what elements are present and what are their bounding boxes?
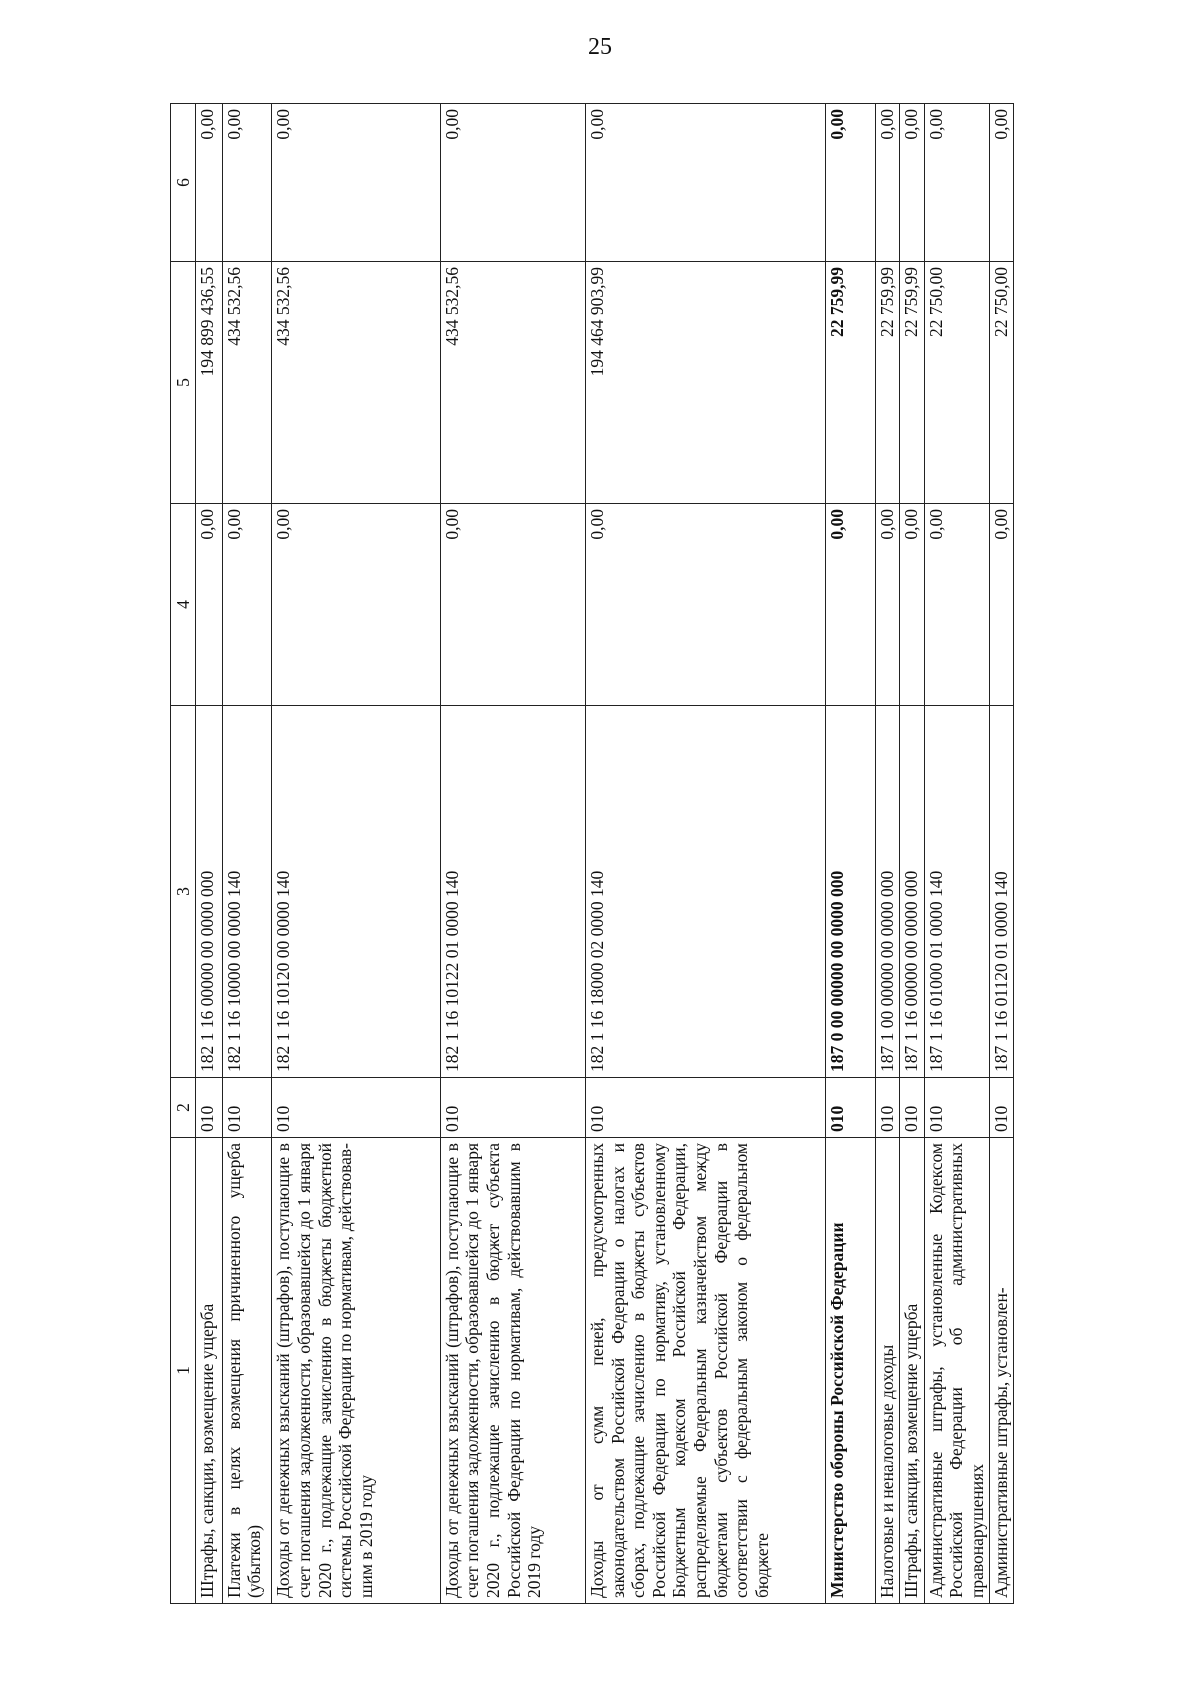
row-col6-value-cell: 0,00 [826,104,876,262]
row-col5-value-cell: 22 750,00 [989,262,1013,504]
row-budget-code-cell: 182 1 16 00000 00 0000 000 [196,706,222,1078]
row-name-cell: Доходы от сумм пеней, предусмотренных законодательством Российской Федерации о налогах и сборах, подлежащие зачислению в бюджеты субъектов Российской Федерации по нормативу, установленному Бюджетным кодексом Российской Федерации, распределяемые Федеральным казначейством между бюджетами субъектов Российской Федерации в соответствии с федеральным законом о федеральном бюджете [585,1138,825,1604]
row-col4-value-cell: 0,00 [826,504,876,706]
table-row [272,104,440,1604]
row-col6-value-cell: 0,00 [222,104,272,262]
row-line-code-cell: 010 [196,1078,222,1138]
row-line-code-cell: 010 [826,1078,876,1138]
row-col6-value-cell: 0,00 [196,104,222,262]
row-col5-value-cell: 194 899 436,55 [196,262,222,504]
row-budget-code-cell: 187 1 16 01000 01 0000 140 [924,706,989,1078]
row-col5-value-cell: 434 532,56 [222,262,272,504]
row-budget-code-cell: 182 1 16 18000 02 0000 140 [585,706,825,1078]
row-line-code-cell: 010 [585,1078,825,1138]
row-col5-value-cell: 434 532,56 [440,262,585,504]
row-line-code-cell: 010 [924,1078,989,1138]
row-col4-value-cell: 0,00 [924,504,989,706]
row-col6-value-cell: 0,00 [989,104,1013,262]
row-name-cell: Административные штрафы, установленные Кодексом Российской Федерации об административных правонарушениях [924,1138,989,1604]
row-name-cell: Министерство обороны Российской Федерации [826,1138,876,1604]
row-col4-value-cell: 0,00 [440,504,585,706]
table-row [585,104,825,1604]
row-col6-value-cell: 0,00 [924,104,989,262]
table-row [989,104,1013,1604]
row-line-code-cell: 010 [440,1078,585,1138]
row-col4-value-cell: 0,00 [900,504,924,706]
row-col5-value-cell: 434 532,56 [272,262,440,504]
row-budget-code-cell: 182 1 16 10120 00 0000 140 [272,706,440,1078]
row-name-cell: Платежи в целях возмещения причиненного ущерба (убытков) [222,1138,272,1604]
table-row [826,104,876,1604]
row-col5-value-cell: 22 750,00 [924,262,989,504]
row-col4-value-cell: 0,00 [989,504,1013,706]
page-number: 25 [588,34,612,60]
row-col6-value-cell: 0,00 [876,104,900,262]
table-row [900,104,924,1604]
row-col4-value-cell: 0,00 [222,504,272,706]
row-name-cell: Доходы от денежных взысканий (штрафов), поступающие в счет погашения задолженности, образовавшейся до 1 января 2020 г., подлежащие зачислению в бюджет субъекта Российской Федерации по нормативам, действовавшим в 2019 году [440,1138,585,1604]
row-col6-value-cell: 0,00 [272,104,440,262]
row-col4-value-cell: 0,00 [876,504,900,706]
header-col-1: 1 [171,1138,196,1604]
row-name-cell: Налоговые и неналоговые доходы [876,1138,900,1604]
row-col4-value-cell: 0,00 [585,504,825,706]
row-budget-code-cell: 182 1 16 10000 00 0000 140 [222,706,272,1078]
row-col5-value-cell: 22 759,99 [826,262,876,504]
table-body [171,104,1014,1604]
header-col-3: 3 [171,706,196,1078]
row-budget-code-cell: 187 1 16 01120 01 0000 140 [989,706,1013,1078]
row-col6-value-cell: 0,00 [900,104,924,262]
table-row [924,104,989,1604]
row-name-cell: Штрафы, санкции, возмещение ущерба [196,1138,222,1604]
header-col-6: 6 [171,104,196,262]
header-col-4: 4 [171,504,196,706]
revenue-table [170,103,1014,1604]
table-row [876,104,900,1604]
row-line-code-cell: 010 [876,1078,900,1138]
row-line-code-cell: 010 [989,1078,1013,1138]
row-budget-code-cell: 182 1 16 10122 01 0000 140 [440,706,585,1078]
header-col-5: 5 [171,262,196,504]
table-row [196,104,222,1604]
row-budget-code-cell: 187 1 00 00000 00 0000 000 [876,706,900,1078]
row-line-code-cell: 010 [272,1078,440,1138]
rotated-table-frame [170,104,1014,1604]
row-col5-value-cell: 194 464 903,99 [585,262,825,504]
row-col6-value-cell: 0,00 [585,104,825,262]
row-budget-code-cell: 187 1 16 00000 00 0000 000 [900,706,924,1078]
row-budget-code-cell: 187 0 00 00000 00 0000 000 [826,706,876,1078]
header-col-2: 2 [171,1078,196,1138]
row-name-cell: Доходы от денежных взысканий (штрафов), поступающие в счет погашения задолженности, образовавшейся до 1 января 2020 г., подлежащие зачислению в бюджеты бюджетной системы Российской Федерации по нормативам, действовавшим в 2019 году [272,1138,440,1604]
row-line-code-cell: 010 [222,1078,272,1138]
row-name-cell: Административные штрафы, установлен- [989,1138,1013,1604]
row-col4-value-cell: 0,00 [196,504,222,706]
table-row [440,104,585,1604]
row-col5-value-cell: 22 759,99 [900,262,924,504]
row-line-code-cell: 010 [900,1078,924,1138]
row-col6-value-cell: 0,00 [440,104,585,262]
table-row [222,104,272,1604]
row-col5-value-cell: 22 759,99 [876,262,900,504]
header-row [171,104,196,1604]
row-name-cell: Штрафы, санкции, возмещение ущерба [900,1138,924,1604]
row-col4-value-cell: 0,00 [272,504,440,706]
